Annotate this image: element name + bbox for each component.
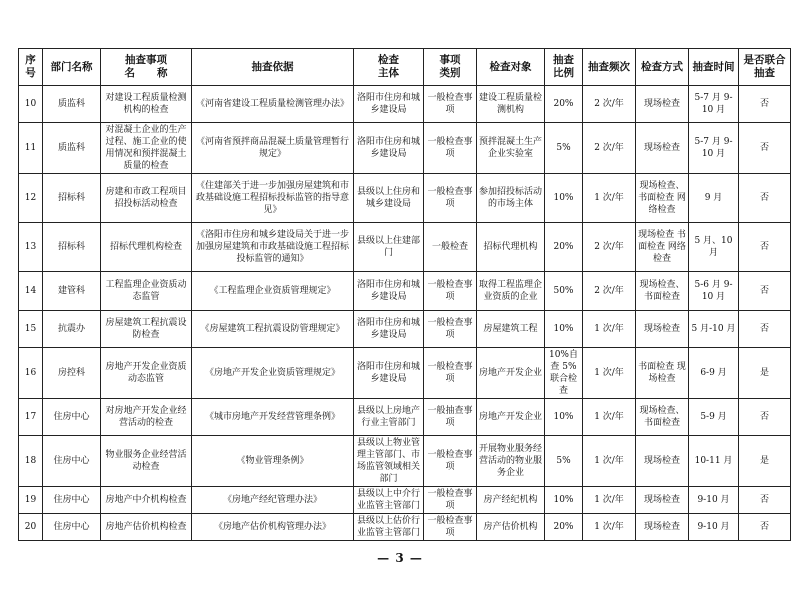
cell-item: 招标代理机构检查 [101, 223, 192, 272]
cell-ratio: 10% [545, 311, 583, 348]
cell-object: 房产估价机构 [477, 514, 545, 541]
cell-item: 房建和市政工程项目招投标活动检查 [101, 174, 192, 223]
header-ratio [545, 49, 583, 86]
header-category [424, 49, 477, 86]
cell-method: 现场检查 [636, 86, 689, 123]
header-category-line2: 类别 [439, 67, 461, 79]
cell-dept: 质监科 [43, 86, 101, 123]
cell-time: 5-7 月 9-10 月 [689, 86, 739, 123]
cell-item: 房屋建筑工程抗震设防检查 [101, 311, 192, 348]
cell-time: 5-7 月 9-10 月 [689, 123, 739, 174]
cell-joint: 否 [739, 311, 791, 348]
cell-ratio: 10% [545, 174, 583, 223]
cell-seq: 12 [19, 174, 43, 223]
cell-frequency: 2 次/年 [583, 123, 636, 174]
cell-frequency: 2 次/年 [583, 223, 636, 272]
cell-ratio: 5% [545, 123, 583, 174]
cell-dept: 住房中心 [43, 399, 101, 436]
cell-category: 一般检查事项 [424, 514, 477, 541]
page-number: — 3 — [377, 551, 423, 565]
cell-joint: 否 [739, 487, 791, 514]
table-row [19, 436, 791, 487]
cell-joint: 是 [739, 436, 791, 487]
cell-time: 5-9 月 [689, 399, 739, 436]
cell-frequency: 1 次/年 [583, 436, 636, 487]
cell-time: 9-10 月 [689, 514, 739, 541]
cell-time: 9 月 [689, 174, 739, 223]
header-time: 抽查时间 [689, 49, 739, 86]
cell-seq: 16 [19, 348, 43, 399]
cell-dept: 质监科 [43, 123, 101, 174]
cell-frequency: 1 次/年 [583, 487, 636, 514]
cell-subject: 县级以上中介行业监管主管部门 [354, 487, 424, 514]
header-method: 检查方式 [636, 49, 689, 86]
cell-method: 现场检查 [636, 436, 689, 487]
cell-object: 房地产开发企业 [477, 348, 545, 399]
table-row [19, 487, 791, 514]
cell-object: 取得工程监理企业资质的企业 [477, 272, 545, 311]
cell-ratio: 50% [545, 272, 583, 311]
header-subject-line1: 检查 [378, 54, 399, 66]
cell-seq: 11 [19, 123, 43, 174]
header-joint-line2: 抽查 [754, 67, 775, 79]
cell-ratio: 5% [545, 436, 583, 487]
cell-item: 物业服务企业经营活动检查 [101, 436, 192, 487]
cell-category: 一般检查事项 [424, 348, 477, 399]
cell-category: 一般检查 [424, 223, 477, 272]
table-row [19, 311, 791, 348]
cell-item: 工程监理企业资质动态监管 [101, 272, 192, 311]
cell-category: 一般检查事项 [424, 487, 477, 514]
cell-object: 预拌混凝土生产企业实验室 [477, 123, 545, 174]
cell-dept: 住房中心 [43, 514, 101, 541]
cell-seq: 20 [19, 514, 43, 541]
header-frequency: 抽查频次 [583, 49, 636, 86]
cell-frequency: 2 次/年 [583, 86, 636, 123]
cell-seq: 14 [19, 272, 43, 311]
cell-seq: 10 [19, 86, 43, 123]
header-ratio-line1: 抽查 [553, 54, 574, 66]
cell-frequency: 1 次/年 [583, 311, 636, 348]
cell-item: 房地产中介机构检查 [101, 487, 192, 514]
cell-subject: 洛阳市住房和城乡建设局 [354, 86, 424, 123]
header-joint-line1: 是否联合 [743, 54, 786, 66]
cell-item: 对建设工程质量检测机构的检查 [101, 86, 192, 123]
header-item-line2: 名 称 [124, 67, 168, 79]
cell-method: 现场检查、书面检查 [636, 399, 689, 436]
cell-subject: 洛阳市住房和城乡建设局 [354, 348, 424, 399]
cell-seq: 15 [19, 311, 43, 348]
cell-basis: 《房地产估价机构管理办法》 [192, 514, 354, 541]
cell-dept: 住房中心 [43, 436, 101, 487]
cell-time: 5-6 月 9-10 月 [689, 272, 739, 311]
cell-category: 一般检查事项 [424, 436, 477, 487]
cell-basis: 《房地产经纪管理办法》 [192, 487, 354, 514]
cell-object: 参加招投标活动的市场主体 [477, 174, 545, 223]
cell-object: 房屋建筑工程 [477, 311, 545, 348]
table-header-row [19, 49, 791, 86]
cell-ratio: 10%自查 5%联合检查 [545, 348, 583, 399]
cell-joint: 否 [739, 174, 791, 223]
cell-subject: 洛阳市住房和城乡建设局 [354, 311, 424, 348]
cell-dept: 招标科 [43, 174, 101, 223]
cell-object: 建设工程质量检测机构 [477, 86, 545, 123]
cell-method: 现场检查 [636, 514, 689, 541]
cell-basis: 《住建部关于进一步加强房屋建筑和市政基础设施工程招标投标监管的指导意见》 [192, 174, 354, 223]
table-row [19, 399, 791, 436]
cell-dept: 建管科 [43, 272, 101, 311]
cell-item: 房地产估价机构检查 [101, 514, 192, 541]
cell-seq: 18 [19, 436, 43, 487]
cell-time: 6-9 月 [689, 348, 739, 399]
cell-method: 现场检查、书面检查 网络检查 [636, 174, 689, 223]
cell-basis: 《河南省建设工程质量检测管理办法》 [192, 86, 354, 123]
cell-basis: 《工程监理企业资质管理规定》 [192, 272, 354, 311]
cell-subject: 洛阳市住房和城乡建设局 [354, 123, 424, 174]
inspection-table-sheet [18, 48, 790, 541]
header-item [101, 49, 192, 86]
cell-item: 对混凝土企业的生产过程、施工企业的使用情况和预拌混凝土质量的检查 [101, 123, 192, 174]
cell-basis: 《洛阳市住房和城乡建设局关于进一步加强房屋建筑和市政基础设施工程招标投标监管的通知》 [192, 223, 354, 272]
header-ratio-line2: 比例 [553, 67, 574, 79]
cell-dept: 抗震办 [43, 311, 101, 348]
cell-subject: 县级以上估价行业监管主管部门 [354, 514, 424, 541]
cell-basis: 《房屋建筑工程抗震设防管理规定》 [192, 311, 354, 348]
random-inspection-table [18, 48, 791, 541]
cell-item: 对房地产开发企业经营活动的检查 [101, 399, 192, 436]
cell-time: 5 月-10 月 [689, 311, 739, 348]
cell-basis: 《房地产开发企业资质管理规定》 [192, 348, 354, 399]
cell-object: 房地产开发企业 [477, 399, 545, 436]
cell-frequency: 1 次/年 [583, 514, 636, 541]
header-category-line1: 事项 [439, 54, 461, 66]
table-row [19, 123, 791, 174]
cell-dept: 招标科 [43, 223, 101, 272]
cell-category: 一般检查事项 [424, 311, 477, 348]
cell-object: 房产经纪机构 [477, 487, 545, 514]
header-dept: 部门名称 [43, 49, 101, 86]
table-row [19, 514, 791, 541]
table-row [19, 174, 791, 223]
cell-category: 一般抽查事项 [424, 399, 477, 436]
header-subject [354, 49, 424, 86]
cell-subject: 县级以上住建部门 [354, 223, 424, 272]
cell-category: 一般检查事项 [424, 272, 477, 311]
cell-category: 一般检查事项 [424, 123, 477, 174]
cell-ratio: 20% [545, 86, 583, 123]
cell-subject: 县级以上房地产行业主管部门 [354, 399, 424, 436]
cell-joint: 否 [739, 86, 791, 123]
cell-frequency: 1 次/年 [583, 348, 636, 399]
cell-ratio: 20% [545, 514, 583, 541]
table-row [19, 223, 791, 272]
cell-object: 招标代理机构 [477, 223, 545, 272]
cell-frequency: 1 次/年 [583, 174, 636, 223]
cell-subject: 县级以上物业管理主管部门、市场监管领域相关部门 [354, 436, 424, 487]
cell-category: 一般检查事项 [424, 174, 477, 223]
table-row [19, 86, 791, 123]
cell-method: 现场检查 [636, 487, 689, 514]
cell-category: 一般检查事项 [424, 86, 477, 123]
cell-subject: 县级以上住房和城乡建设局 [354, 174, 424, 223]
cell-seq: 17 [19, 399, 43, 436]
cell-time: 10-11 月 [689, 436, 739, 487]
cell-joint: 否 [739, 223, 791, 272]
cell-basis: 《物业管理条例》 [192, 436, 354, 487]
cell-ratio: 10% [545, 399, 583, 436]
cell-frequency: 1 次/年 [583, 399, 636, 436]
table-row [19, 348, 791, 399]
cell-frequency: 2 次/年 [583, 272, 636, 311]
cell-ratio: 10% [545, 487, 583, 514]
cell-joint: 否 [739, 399, 791, 436]
cell-time: 9-10 月 [689, 487, 739, 514]
cell-ratio: 20% [545, 223, 583, 272]
cell-seq: 13 [19, 223, 43, 272]
cell-item: 房地产开发企业资质动态监管 [101, 348, 192, 399]
cell-basis: 《河南省预拌商品混凝土质量管理暂行规定》 [192, 123, 354, 174]
header-object: 检查对象 [477, 49, 545, 86]
cell-basis: 《城市房地产开发经营管理条例》 [192, 399, 354, 436]
header-basis: 抽查依据 [192, 49, 354, 86]
cell-dept: 房控科 [43, 348, 101, 399]
cell-subject: 洛阳市住房和城乡建设局 [354, 272, 424, 311]
cell-object: 开展物业服务经营活动的物业服务企业 [477, 436, 545, 487]
cell-joint: 否 [739, 514, 791, 541]
cell-method: 现场检查 书面检查 网络检查 [636, 223, 689, 272]
cell-joint: 是 [739, 348, 791, 399]
cell-method: 现场检查 [636, 123, 689, 174]
cell-method: 现场检查、书面检查 [636, 272, 689, 311]
cell-seq: 19 [19, 487, 43, 514]
cell-method: 书面检查 现场检查 [636, 348, 689, 399]
header-subject-line2: 主体 [378, 67, 399, 79]
cell-joint: 否 [739, 123, 791, 174]
header-item-line1: 抽查事项 [125, 54, 167, 66]
cell-dept: 住房中心 [43, 487, 101, 514]
cell-method: 现场检查 [636, 311, 689, 348]
header-joint [739, 49, 791, 86]
table-row [19, 272, 791, 311]
cell-time: 5 月、10 月 [689, 223, 739, 272]
header-seq: 序号 [19, 49, 43, 86]
cell-joint: 否 [739, 272, 791, 311]
